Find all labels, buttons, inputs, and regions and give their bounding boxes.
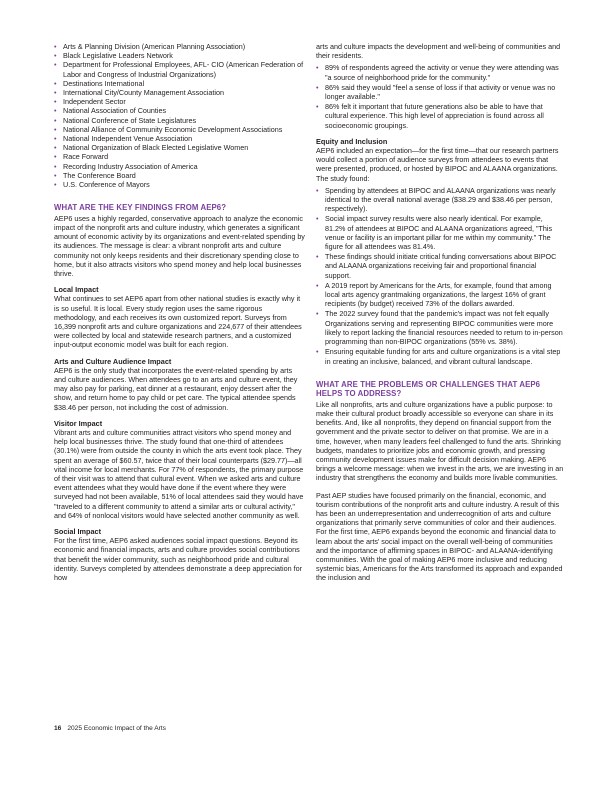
bullet-icon: • bbox=[54, 97, 57, 107]
bullet-icon: • bbox=[54, 106, 57, 116]
bullet-icon: • bbox=[54, 152, 57, 162]
bullet-icon: • bbox=[54, 51, 57, 61]
page-footer bbox=[54, 725, 166, 733]
bullet-icon: • bbox=[316, 185, 319, 195]
page-number: 16 bbox=[54, 725, 62, 732]
bullet-icon: • bbox=[54, 88, 57, 98]
list-item: • National Conference of State Legislatures bbox=[54, 115, 197, 125]
problems-heading: WHAT ARE THE PROBLEMS OR CHALLENGES THAT AEP6 HELPS TO ADDRESS? bbox=[316, 379, 541, 399]
list-item: • Ensuring equitable funding for arts and culture organizations is a vital step in creating an inclusive, balanced, and vibrant cultural landscape. bbox=[316, 347, 561, 366]
list-item: • Department for Professional Employees, AFL- CIO (American Federation of Labor and Congress of Industrial Organizations) bbox=[54, 60, 304, 79]
bullet-icon: • bbox=[54, 60, 57, 70]
list-item: • A 2019 report by Americans for the Arts, for example, found that among local arts agency grantmaking organizations, the largest 16% of grant recipients (by budget) received 73% of the dollars awarded. bbox=[316, 280, 552, 309]
bullet-icon: • bbox=[54, 115, 57, 125]
problems-paragraph-1: Like all nonprofits, arts and culture organizations have a public purpose: to make their cultural product broadly accessible so everyone can share in its benefits. And, like all nonprofits, they depend on financial support from the government and the private sector to deliver on that promise. We are in a time, however, when many leaders feel challenged to fund the arts. Shrinking budgets, mandates to prioritize jobs and economic growth, and pressing community development issues make for difficult decision making. AEP6 brings a welcome message: when we invest in the arts, we are investing in an industry that strengthens the economy and builds more livable communities. bbox=[316, 399, 564, 483]
audience-impact-paragraph: AEP6 is the only study that incorporates the event-related spending by arts and culture audiences. When attendees go to an arts and culture event, they may also pay for parking, eat dinner at a restaurant, enjoy dessert after the show, and return home to pay child or pet care. The typical attendee spends $38.46 per person, not including the cost of admission. bbox=[54, 365, 298, 412]
equity-paragraph: AEP6 included an expectation—for the first time—that our research partners would collect a portion of audience surveys from attendees to events that were presented, produced, or hosted by BIPOC and ALAANA organizations. The study found: bbox=[316, 146, 559, 183]
list-item: • Arts & Planning Division (American Planning Association) bbox=[54, 42, 246, 51]
list-item: • Destinations International bbox=[54, 78, 145, 88]
social-impact-continued: arts and culture impacts the development and well-being of communities and their residents. bbox=[316, 42, 561, 61]
bullet-icon: • bbox=[316, 309, 319, 319]
bullet-icon: • bbox=[316, 252, 319, 262]
left-column bbox=[54, 42, 306, 582]
list-item: • 86% said they would "feel a sense of loss if that activity or venue was no longer available." bbox=[316, 82, 556, 102]
social-impact-paragraph: For the first time, AEP6 asked audiences social impact questions. Beyond its economic and financial impacts, arts and culture provides social contributions that benefit the wider community, such as neighborhood pride and cultural identity. Surveys completed by attendees demonstrate a deep appreciation for how bbox=[54, 536, 302, 583]
bullet-icon: • bbox=[54, 78, 57, 88]
list-item: • National Alliance of Community Economic Development Associations bbox=[54, 124, 283, 134]
list-item: • Social impact survey results were also nearly identical. For example, 81.2% of attendees at BIPOC and ALAANA organizations agreed, "This venue or facility is an important pillar for me within my community." The figure for all attendees was 81.4%. bbox=[316, 214, 553, 252]
bullet-icon: • bbox=[54, 143, 57, 153]
social-impact-bullets bbox=[316, 63, 564, 129]
bullet-icon: • bbox=[54, 161, 57, 171]
bullet-icon: • bbox=[316, 280, 319, 290]
equity-heading: Equity and Inclusion bbox=[316, 136, 388, 146]
list-item: • National Association of Counties bbox=[54, 106, 167, 116]
bullet-icon: • bbox=[316, 82, 319, 92]
list-item: • 86% felt it important that future generations also be able to have that cultural experience. This high level of appreciation is found across all socioeconomic groupings. bbox=[316, 102, 544, 130]
findings-paragraph: AEP6 uses a highly regarded, conservative approach to analyze the economic impact of the nonprofit arts and culture industry, which generates a significant amount of economic activity by its organizations and event-related spending by its audiences. The message is clear: a vibrant nonprofit arts and culture community not only keeps residents and their discretionary spending close to home, but it also attracts visitors who spend money and help local businesses thrive. bbox=[54, 213, 305, 278]
bullet-icon: • bbox=[54, 42, 57, 51]
list-item: • The 2022 survey found that the pandemic's impact was not felt equally Organizations serving and representing BIPOC communities were more likely to report lacking the financial resources needed to return to in-person programming than non-BIPOC organizations (55% vs. 38%). bbox=[316, 309, 563, 347]
bullet-icon: • bbox=[316, 63, 319, 73]
visitor-impact-paragraph: Vibrant arts and culture communities attract visitors who spend money and help local businesses thrive. The study found that one-third of attendees (30.1%) were from outside the county in which the arts event took place. They spent an average of $60.57, twice that of their local counterparts ($29.77)—all vital income for local merchants. For 77% of respondents, the primary purpose of their visit was to attend that cultural event. When we asked arts and culture event attendees what they would have done if the event where they were surveyed had not been available, 51% of local attendees said they would have "traveled to a different community to attend a similar arts or cultural activity," and 64% of nonlocal visitors would have selected another community as well. bbox=[54, 428, 304, 520]
audience-impact-heading: Arts and Culture Audience Impact bbox=[54, 356, 172, 366]
bullet-icon: • bbox=[316, 214, 319, 224]
findings-heading: WHAT ARE THE KEY FINDINGS FROM AEP6? bbox=[54, 203, 227, 213]
bullet-icon: • bbox=[54, 124, 57, 134]
list-item: • Recording Industry Association of America bbox=[54, 161, 198, 171]
list-item: • The Conference Board bbox=[54, 170, 136, 180]
list-item: • These findings should initiate critical funding conversations about BIPOC and ALAANA organizations receiving fair and proportional financial support. bbox=[316, 252, 557, 280]
list-item: • 89% of respondents agreed the activity or venue they were attending was "a source of neighborhood pride for the community." bbox=[316, 63, 559, 82]
list-item: • National Organization of Black Elected Legislative Women bbox=[54, 143, 249, 153]
equity-bullets bbox=[316, 186, 564, 366]
list-item: • U.S. Conference of Mayors bbox=[54, 180, 150, 190]
organization-list bbox=[54, 42, 306, 189]
bullet-icon: • bbox=[54, 134, 57, 144]
problems-paragraph-2: Past AEP studies have focused primarily on the financial, economic, and tourism contributions of the nonprofit arts and culture industry. A result of this has been an underrepresentation and underrecognition of arts and culture organizations that primarily serve communities of color and their audiences. For the first time, AEP6 expands beyond the economic and financial data to learn about the arts' social impact on the overall well-being of communities and the importance of affirming spaces in BIPOC- and ALAANA-identifying communities. With the goal of making AEP6 more inclusive and reducing systemic bias, Americans for the Arts transformed its approach and expanded the inclusion and bbox=[316, 490, 563, 583]
list-item: • Spending by attendees at BIPOC and ALAANA organizations was nearly identical to the overall national average ($38.29 and $38.46 per person, respectively). bbox=[316, 185, 556, 214]
bullet-icon: • bbox=[54, 170, 57, 180]
right-column bbox=[316, 42, 564, 583]
footer-title: 2025 Economic Impact of the Arts bbox=[67, 725, 166, 732]
list-item: • Race Forward bbox=[54, 152, 109, 162]
list-item: • Independent Sector bbox=[54, 97, 126, 107]
list-item: • Black Legislative Leaders Network bbox=[54, 51, 173, 61]
social-impact-heading: Social Impact bbox=[54, 527, 102, 537]
bullet-icon: • bbox=[54, 180, 57, 190]
bullet-icon: • bbox=[316, 347, 319, 357]
bullet-icon: • bbox=[316, 102, 319, 112]
list-item: • International City/County Management Association bbox=[54, 88, 225, 98]
visitor-impact-heading: Visitor Impact bbox=[54, 418, 103, 428]
list-item: • National Independent Venue Association bbox=[54, 134, 193, 144]
local-impact-paragraph: What continues to set AEP6 apart from other national studies is exactly why it is so useful. It is local. Every study region uses the same rigorous methodology, and each receives its own customized report. Surveys from 16,399 nonprofit arts and culture organizations and 224,677 of their attendees were collected by local and statewide research partners, and a customized input-output economic model was built for each region. bbox=[54, 294, 302, 350]
local-impact-heading: Local Impact bbox=[54, 285, 99, 295]
